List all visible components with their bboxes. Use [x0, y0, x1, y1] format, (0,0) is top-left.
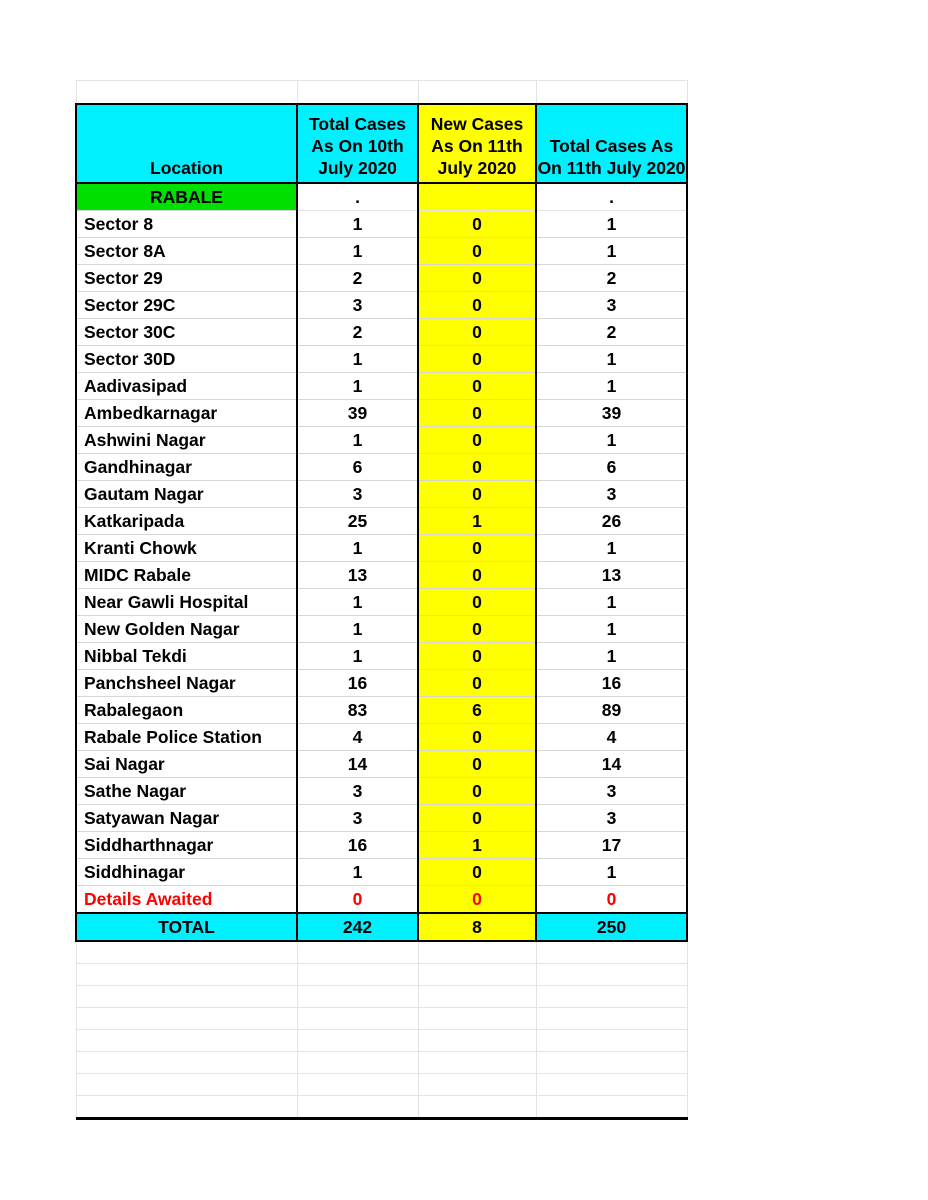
total-prev-cell[interactable]: 0 — [297, 886, 418, 914]
total-prev-cell[interactable]: 1 — [297, 373, 418, 400]
new-cases-cell[interactable]: 0 — [418, 346, 536, 373]
section-new[interactable] — [418, 183, 536, 211]
header-new-cases[interactable]: New Cases As On 11th July 2020 — [418, 104, 536, 183]
total-prev-cell[interactable]: 1 — [297, 346, 418, 373]
new-cases-cell[interactable]: 0 — [418, 481, 536, 508]
total-label[interactable]: TOTAL — [76, 913, 297, 941]
header-total-curr[interactable]: Total Cases As On 11th July 2020 — [536, 104, 687, 183]
cases-table — [75, 80, 688, 1120]
new-cases-cell[interactable]: 0 — [418, 211, 536, 238]
total-prev-cell[interactable]: 3 — [297, 481, 418, 508]
table-row — [76, 319, 687, 346]
total-prev-cell[interactable]: 25 — [297, 508, 418, 535]
new-cases-cell[interactable]: 0 — [418, 805, 536, 832]
total-prev-cell[interactable]: 16 — [297, 832, 418, 859]
total-curr-cell[interactable]: 1 — [536, 427, 687, 454]
empty-cell[interactable] — [418, 1096, 536, 1119]
new-cases-cell[interactable]: 0 — [418, 400, 536, 427]
total-curr-cell[interactable]: 26 — [536, 508, 687, 535]
empty-cell[interactable] — [536, 1052, 687, 1074]
blank-row — [76, 81, 687, 105]
location-cell[interactable]: Sector 30D — [76, 346, 297, 373]
total-prev-cell[interactable]: 16 — [297, 670, 418, 697]
table-row — [76, 670, 687, 697]
table-row — [76, 535, 687, 562]
empty-cell[interactable] — [536, 1030, 687, 1052]
total-row — [76, 913, 687, 941]
new-cases-cell[interactable]: 0 — [418, 751, 536, 778]
table-row — [76, 832, 687, 859]
table-row — [76, 697, 687, 724]
empty-cell[interactable] — [76, 941, 297, 964]
empty-cell[interactable] — [418, 1030, 536, 1052]
new-cases-cell[interactable]: 0 — [418, 292, 536, 319]
total-prev-cell[interactable]: 1 — [297, 589, 418, 616]
new-cases-cell[interactable]: 0 — [418, 238, 536, 265]
empty-cell[interactable] — [536, 986, 687, 1008]
empty-cell[interactable] — [418, 941, 536, 964]
table-row — [76, 508, 687, 535]
total-curr-cell[interactable]: 89 — [536, 697, 687, 724]
table-row — [76, 589, 687, 616]
table-row — [76, 805, 687, 832]
section-name[interactable]: RABALE — [76, 183, 297, 211]
header-total-prev[interactable]: Total Cases As On 10th July 2020 — [297, 104, 418, 183]
total-prev-cell[interactable]: 2 — [297, 265, 418, 292]
empty-cell[interactable] — [536, 1074, 687, 1096]
total-prev-cell[interactable]: 1 — [297, 427, 418, 454]
table-row — [76, 481, 687, 508]
empty-cell[interactable] — [297, 986, 418, 1008]
location-cell[interactable]: Details Awaited — [76, 886, 297, 914]
new-cases-cell[interactable]: 0 — [418, 670, 536, 697]
empty-cell[interactable] — [418, 1074, 536, 1096]
new-cases-cell[interactable]: 0 — [418, 886, 536, 914]
table-row — [76, 373, 687, 400]
total-curr-cell[interactable]: 2 — [536, 265, 687, 292]
empty-cell[interactable] — [76, 1074, 297, 1096]
total-curr-cell[interactable]: 1 — [536, 238, 687, 265]
total-curr-cell[interactable]: 39 — [536, 400, 687, 427]
location-cell[interactable]: Ambedkarnagar — [76, 400, 297, 427]
location-cell[interactable]: Sector 29C — [76, 292, 297, 319]
total-prev-sum[interactable]: 242 — [297, 913, 418, 941]
table-row — [76, 859, 687, 886]
empty-cell[interactable] — [418, 964, 536, 986]
total-curr-cell[interactable]: 4 — [536, 724, 687, 751]
empty-cell[interactable] — [536, 1008, 687, 1030]
total-curr-cell[interactable]: 6 — [536, 454, 687, 481]
total-new-sum[interactable]: 8 — [418, 913, 536, 941]
empty-cell[interactable] — [297, 1074, 418, 1096]
total-prev-cell[interactable]: 6 — [297, 454, 418, 481]
empty-row — [76, 1096, 687, 1119]
empty-row — [76, 1008, 687, 1030]
total-curr-cell[interactable]: 1 — [536, 211, 687, 238]
new-cases-cell[interactable]: 1 — [418, 508, 536, 535]
location-cell[interactable]: Sector 30C — [76, 319, 297, 346]
total-curr-cell[interactable]: 17 — [536, 832, 687, 859]
total-curr-cell[interactable]: 1 — [536, 859, 687, 886]
location-cell[interactable]: Sector 8 — [76, 211, 297, 238]
new-cases-cell[interactable]: 0 — [418, 319, 536, 346]
total-curr-cell[interactable]: 1 — [536, 535, 687, 562]
location-cell[interactable]: Near Gawli Hospital — [76, 589, 297, 616]
total-prev-cell[interactable]: 4 — [297, 724, 418, 751]
empty-row — [76, 986, 687, 1008]
total-prev-cell[interactable]: 83 — [297, 697, 418, 724]
location-cell[interactable]: Gautam Nagar — [76, 481, 297, 508]
empty-cell[interactable] — [297, 941, 418, 964]
total-curr-cell[interactable]: 3 — [536, 805, 687, 832]
total-curr-cell[interactable]: 1 — [536, 589, 687, 616]
details-awaited-row — [76, 886, 687, 914]
empty-cell[interactable] — [536, 941, 687, 964]
empty-cell[interactable] — [536, 964, 687, 986]
header-row — [76, 104, 687, 183]
empty-cell[interactable] — [536, 1096, 687, 1119]
total-prev-cell[interactable]: 1 — [297, 211, 418, 238]
spreadsheet — [75, 80, 688, 1120]
table-row — [76, 238, 687, 265]
table-row — [76, 778, 687, 805]
total-prev-cell[interactable]: 1 — [297, 859, 418, 886]
location-cell[interactable]: Sector 8A — [76, 238, 297, 265]
header-location[interactable]: Location — [76, 104, 297, 183]
table-row — [76, 427, 687, 454]
total-curr-cell[interactable]: 13 — [536, 562, 687, 589]
table-row — [76, 265, 687, 292]
total-prev-cell[interactable]: 13 — [297, 562, 418, 589]
empty-cell[interactable] — [297, 964, 418, 986]
total-prev-cell[interactable]: 39 — [297, 400, 418, 427]
total-prev-cell[interactable]: 14 — [297, 751, 418, 778]
new-cases-cell[interactable]: 0 — [418, 562, 536, 589]
empty-cell[interactable] — [76, 1096, 297, 1119]
location-cell[interactable]: Aadivasipad — [76, 373, 297, 400]
empty-cell[interactable] — [76, 964, 297, 986]
table-row — [76, 400, 687, 427]
location-cell[interactable]: Gandhinagar — [76, 454, 297, 481]
total-curr-cell[interactable]: 1 — [536, 643, 687, 670]
new-cases-cell[interactable]: 6 — [418, 697, 536, 724]
total-curr-cell[interactable]: 2 — [536, 319, 687, 346]
total-prev-cell[interactable]: 1 — [297, 535, 418, 562]
new-cases-cell[interactable]: 0 — [418, 454, 536, 481]
total-prev-cell[interactable]: 1 — [297, 616, 418, 643]
location-cell[interactable]: Rabale Police Station — [76, 724, 297, 751]
total-curr-cell[interactable]: 3 — [536, 481, 687, 508]
empty-row — [76, 964, 687, 986]
total-curr-cell[interactable]: 14 — [536, 751, 687, 778]
total-curr-cell[interactable]: 0 — [536, 886, 687, 914]
empty-cell[interactable] — [418, 1008, 536, 1030]
empty-cell[interactable] — [418, 1052, 536, 1074]
new-cases-cell[interactable]: 0 — [418, 616, 536, 643]
total-prev-cell[interactable]: 3 — [297, 805, 418, 832]
new-cases-cell[interactable]: 0 — [418, 859, 536, 886]
table-row — [76, 643, 687, 670]
table-row — [76, 292, 687, 319]
location-cell[interactable]: Nibbal Tekdi — [76, 643, 297, 670]
empty-cell[interactable] — [76, 1030, 297, 1052]
table-row — [76, 211, 687, 238]
location-cell[interactable]: Siddharthnagar — [76, 832, 297, 859]
location-cell[interactable]: Kranti Chowk — [76, 535, 297, 562]
empty-row — [76, 941, 687, 964]
empty-cell[interactable] — [297, 1052, 418, 1074]
empty-row — [76, 1030, 687, 1052]
total-curr-cell[interactable]: 1 — [536, 616, 687, 643]
empty-cell[interactable] — [76, 1052, 297, 1074]
location-cell[interactable]: Sai Nagar — [76, 751, 297, 778]
table-row — [76, 454, 687, 481]
empty-cell[interactable] — [297, 1030, 418, 1052]
table-row — [76, 724, 687, 751]
table-row — [76, 562, 687, 589]
empty-row — [76, 1052, 687, 1074]
new-cases-cell[interactable]: 0 — [418, 778, 536, 805]
total-prev-cell[interactable]: 2 — [297, 319, 418, 346]
total-curr-cell[interactable]: 3 — [536, 778, 687, 805]
location-cell[interactable]: MIDC Rabale — [76, 562, 297, 589]
location-cell[interactable]: New Golden Nagar — [76, 616, 297, 643]
new-cases-cell[interactable]: 0 — [418, 535, 536, 562]
new-cases-cell[interactable]: 0 — [418, 589, 536, 616]
total-curr-cell[interactable]: 3 — [536, 292, 687, 319]
new-cases-cell[interactable]: 1 — [418, 832, 536, 859]
section-total-curr[interactable]: . — [536, 183, 687, 211]
empty-row — [76, 1074, 687, 1096]
total-prev-cell[interactable]: 3 — [297, 292, 418, 319]
total-curr-cell[interactable]: 1 — [536, 346, 687, 373]
total-curr-cell[interactable]: 1 — [536, 373, 687, 400]
empty-cell[interactable] — [76, 986, 297, 1008]
empty-cell[interactable] — [418, 986, 536, 1008]
total-curr-sum[interactable]: 250 — [536, 913, 687, 941]
new-cases-cell[interactable]: 0 — [418, 427, 536, 454]
total-prev-cell[interactable]: 1 — [297, 238, 418, 265]
empty-cell[interactable] — [76, 1008, 297, 1030]
section-row — [76, 183, 687, 211]
table-row — [76, 751, 687, 778]
new-cases-cell[interactable]: 0 — [418, 724, 536, 751]
total-curr-cell[interactable]: 16 — [536, 670, 687, 697]
location-cell[interactable]: Katkaripada — [76, 508, 297, 535]
new-cases-cell[interactable]: 0 — [418, 373, 536, 400]
new-cases-cell[interactable]: 0 — [418, 265, 536, 292]
new-cases-cell[interactable]: 0 — [418, 643, 536, 670]
location-cell[interactable]: Rabalegaon — [76, 697, 297, 724]
location-cell[interactable]: Sathe Nagar — [76, 778, 297, 805]
table-row — [76, 346, 687, 373]
total-prev-cell[interactable]: 1 — [297, 643, 418, 670]
location-cell[interactable]: Satyawan Nagar — [76, 805, 297, 832]
location-cell[interactable]: Siddhinagar — [76, 859, 297, 886]
empty-cell[interactable] — [297, 1008, 418, 1030]
table-row — [76, 616, 687, 643]
location-cell[interactable]: Panchsheel Nagar — [76, 670, 297, 697]
total-prev-cell[interactable]: 3 — [297, 778, 418, 805]
section-total-prev[interactable]: . — [297, 183, 418, 211]
empty-cell[interactable] — [297, 1096, 418, 1119]
location-cell[interactable]: Ashwini Nagar — [76, 427, 297, 454]
location-cell[interactable]: Sector 29 — [76, 265, 297, 292]
